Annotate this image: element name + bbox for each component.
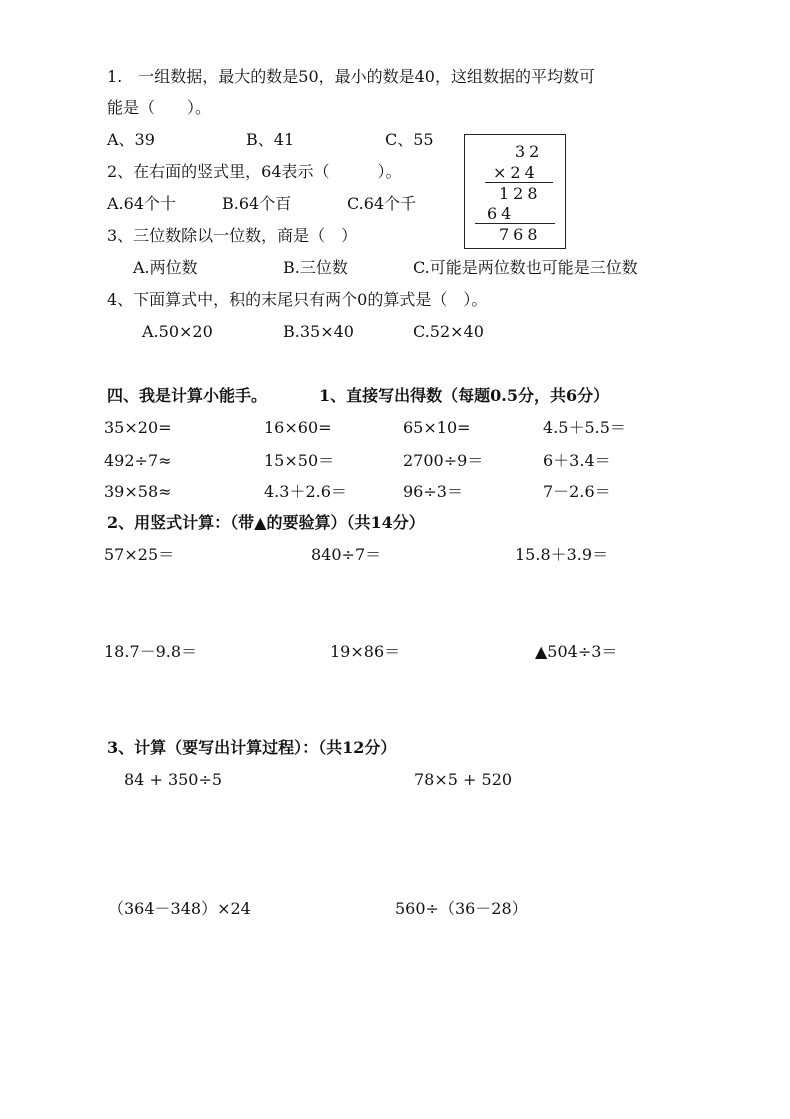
q4-option-b: B.35×40 bbox=[283, 322, 354, 341]
vertical-calc-problem: 15.8＋3.9＝ bbox=[515, 545, 609, 564]
section4-heading: 四、我是计算小能手。 bbox=[107, 386, 268, 405]
oral-calc-item: 4.5＋5.5＝ bbox=[543, 418, 626, 437]
calc-partial-product-1: 128 bbox=[499, 184, 542, 203]
vertical-calc-problem-verify: ▲504÷3＝ bbox=[535, 642, 618, 661]
q2-option-b: B.64个百 bbox=[222, 194, 292, 213]
step-calc-problem: 560÷（36－28） bbox=[395, 899, 528, 918]
q1-text-line1: 1. 一组数据，最大的数是50，最小的数是40，这组数据的平均数可 bbox=[107, 67, 595, 86]
step-calc-problem: 78×5 + 520 bbox=[414, 770, 513, 789]
calc-multiplier: ×24 bbox=[493, 163, 539, 182]
calc-rule-2 bbox=[475, 223, 555, 224]
q3-text: 3、三位数除以一位数，商是（ ） bbox=[107, 226, 358, 245]
oral-calc-item: 6＋3.4＝ bbox=[543, 451, 611, 470]
vertical-calc-problem: 57×25＝ bbox=[104, 545, 175, 564]
vertical-calc-problem: 840÷7＝ bbox=[311, 545, 382, 564]
step-calc-heading: 3、计算（要写出计算过程）：（共12分） bbox=[107, 738, 397, 757]
calc-rule-1 bbox=[485, 182, 553, 183]
q1-option-a: A、39 bbox=[107, 130, 155, 149]
calc-multiplicand: 32 bbox=[515, 142, 544, 161]
q3-option-b: B.三位数 bbox=[283, 258, 348, 277]
q1-option-b: B、41 bbox=[246, 130, 295, 149]
oral-calc-item: 4.3＋2.6＝ bbox=[264, 482, 347, 501]
vertical-calc-heading: 2、用竖式计算：（带▲的要验算）（共14分） bbox=[107, 513, 425, 532]
vertical-calc-problem: 19×86＝ bbox=[330, 642, 401, 661]
q3-option-a: A.两位数 bbox=[133, 258, 198, 277]
oral-calc-item: 7－2.6＝ bbox=[543, 482, 611, 501]
calc-product: 768 bbox=[499, 225, 542, 244]
q4-option-a: A.50×20 bbox=[142, 322, 213, 341]
q1-option-c: C、55 bbox=[385, 130, 434, 149]
q4-option-c: C.52×40 bbox=[413, 322, 484, 341]
q2-text: 2、在右面的竖式里，64表示（ ）。 bbox=[107, 162, 402, 181]
q4-text: 4、下面算式中，积的末尾只有两个0的算式是（ ）。 bbox=[107, 290, 488, 309]
oral-calc-item: 65×10= bbox=[403, 418, 471, 437]
q3-option-c: C.可能是两位数也可能是三位数 bbox=[413, 258, 638, 277]
vertical-calc-problem: 18.7－9.8＝ bbox=[104, 642, 198, 661]
oral-calc-item: 39×58≈ bbox=[104, 482, 172, 501]
calc-partial-product-2: 64 bbox=[487, 204, 516, 223]
oral-calc-heading: 1、直接写出得数（每题0.5分，共6分） bbox=[319, 386, 610, 405]
oral-calc-item: 15×50＝ bbox=[264, 451, 335, 470]
oral-calc-item: 492÷7≈ bbox=[104, 451, 172, 470]
q2-option-c: C.64个千 bbox=[347, 194, 417, 213]
step-calc-problem: （364－348）×24 bbox=[108, 899, 251, 918]
q2-option-a: A.64个十 bbox=[107, 194, 177, 213]
oral-calc-item: 96÷3＝ bbox=[403, 482, 463, 501]
oral-calc-item: 16×60= bbox=[264, 418, 332, 437]
vertical-multiplication-box bbox=[464, 134, 566, 249]
oral-calc-item: 35×20= bbox=[104, 418, 172, 437]
q1-text-line2: 能是（ ）。 bbox=[107, 98, 212, 117]
step-calc-problem: 84 + 350÷5 bbox=[124, 770, 223, 789]
oral-calc-item: 2700÷9＝ bbox=[403, 451, 484, 470]
